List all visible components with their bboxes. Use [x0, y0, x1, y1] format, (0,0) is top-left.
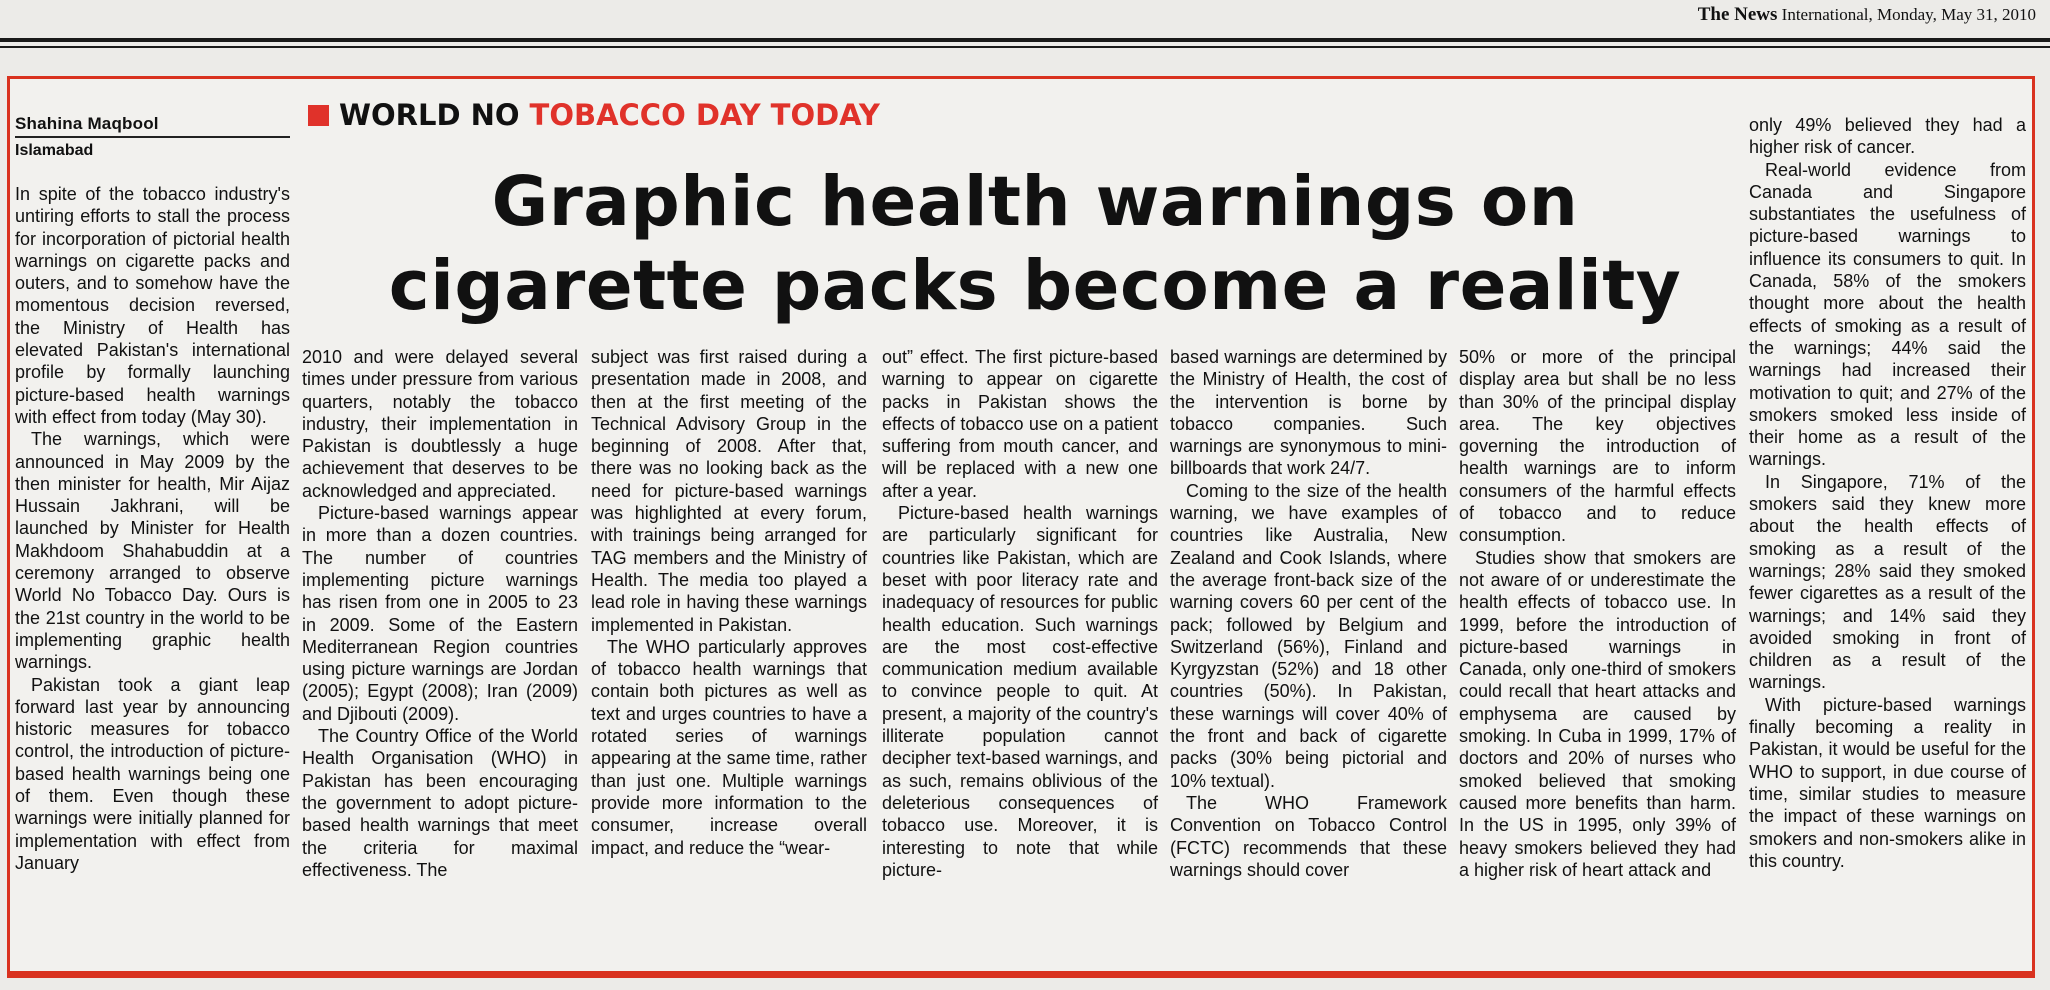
section-kicker: [308, 98, 880, 132]
kicker-text-red: TOBACCO DAY TODAY: [529, 98, 880, 132]
column-paragraph: In spite of the tobacco industry's untiring efforts to stall the process for incorporation of pictorial health warnings on cigarette packs and outers, and to somehow have the momentous decision reversed, the Ministry of Health has elevated Pakistan's international profile by formally launching picture-based health warnings with effect from today (May 30).: [15, 184, 290, 427]
column-paragraph: With picture-based warnings finally becoming a reality in Pakistan, it would be useful for the WHO to support, in due course of time, similar studies to measure the impact of these warnings on smokers and non-smokers alike in this country.: [1749, 694, 2026, 871]
column-paragraph: Coming to the size of the health warning, we have examples of countries like Australia, New Zealand and Cook Islands, where the average front-back size of the warning covers 60 per cent of the pack; followed by Belgium and Switzerland (56%), Finland and Kyrgyzstan (52%) and 18 other countries (50%). In Pakistan, these warnings will cover 40% of the front and back of cigarette packs (30% being pictorial and 10% textual).: [1170, 480, 1447, 791]
kicker-square-icon: [308, 105, 329, 126]
column-paragraph: The WHO Framework Convention on Tobacco Control (FCTC) recommends that these warnings should cover: [1170, 792, 1447, 880]
article-column-6: [1459, 346, 1736, 881]
bottom-rule: [7, 974, 2035, 978]
column-paragraph: only 49% believed they had a higher risk of cancer.: [1749, 115, 2026, 158]
masthead-paper-name: The News: [1697, 4, 1778, 25]
column-paragraph: Pakistan took a giant leap forward last year by announcing historic measures for tobacco control, the introduction of picture-based health warnings being one of them. Even though these warnings were initially planned for implementation with effect from January: [15, 674, 290, 873]
top-rule-thin: [0, 46, 2050, 48]
top-rule-thick: [0, 38, 2050, 42]
column-paragraph: out” effect. The first picture-based warning to appear on cigarette packs in Pakistan shows the effects of tobacco use on a patient suffering from mouth cancer, and will be replaced with a new one after a year.: [882, 347, 1158, 501]
article-column-4: [882, 346, 1158, 881]
column-paragraph: The warnings, which were announced in May 2009 by the then minister for health, Mir Aijaz Hussain Jakhrani, will be launched by Minister for Health Makhdoom Shahabuddin at a ceremony arranged to observe World No Tobacco Day. Ours is the 21st country in the world to be implementing graphic health warnings.: [15, 429, 290, 673]
column-paragraph: In Singapore, 71% of the smokers said they knew more about the health effects of smoking as a result of the warnings; 28% said they smoked fewer cigarettes as a result of the warnings; and 14% said they avoided smoking in front of children as a result of the warnings.: [1749, 471, 2026, 693]
article-headline: Graphic health warnings on cigarette packs become a reality: [388, 162, 1682, 326]
column-paragraph: The Country Office of the World Health Organisation (WHO) in Pakistan has been encouraging the government to adopt picture-based health warnings that meet the criteria for maximal effectiveness. The: [302, 726, 578, 880]
column-paragraph: Picture-based health warnings are particularly significant for countries like Pakistan, which are beset with poor literacy rate and inadequacy of resources for public health education. Such warnings are the most cost-effective communication medium available to convince people to quit. At present, a majority of the country's illiterate population cannot decipher text-based warnings, and as such, remains oblivious of the deleterious consequences of tobacco use. Moreover, it is interesting to note that while picture-: [882, 503, 1158, 880]
article-column-1: [15, 183, 290, 874]
masthead: [1698, 4, 2036, 26]
article-column-7: [1749, 114, 2026, 872]
column-paragraph: 2010 and were delayed several times under pressure from various quarters, notably the tobacco industry, their implementation in Pakistan is doubtlessly a huge achievement that deserves to be acknowledged and appreciated.: [302, 347, 578, 501]
column-paragraph: based warnings are determined by the Ministry of Health, the cost of the intervention is borne by tobacco companies. Such warnings are synonymous to mini-billboards that work 24/7.: [1170, 347, 1447, 479]
column-paragraph: Picture-based warnings appear in more than a dozen countries. The number of countries implementing picture warnings has risen from one in 2005 to 23 in 2009. Some of the Eastern Mediterranean Region countries using picture warnings are Jordan (2005); Egypt (2008); Iran (2009) and Djibouti (2009).: [302, 503, 578, 724]
column-paragraph: subject was first raised during a presentation made in 2008, and then at the first meeting of the Technical Advisory Group in the beginning of 2008. After that, there was no looking back as the need for picture-based warnings was highlighted at every forum, with trainings being arranged for TAG members and the Ministry of Health. The media too played a lead role in having these warnings implemented in Pakistan.: [591, 347, 867, 635]
column-paragraph: Real-world evidence from Canada and Singapore substantiates the usefulness of picture-based warnings to influence its consumers to quit. In Canada, 58% of the smokers thought more about the health effects of smoking as a result of the warnings; 44% said the warnings had increased their motivation to quit; and 27% of the smokers smoked less inside of their home as a result of the warnings.: [1749, 159, 2026, 470]
column-paragraph: Studies show that smokers are not aware of or underestimate the health effects of tobacco use. In 1999, before the introduction of picture-based warnings in Canada, only one-third of smokers could recall that heart attacks and emphysema are caused by smoking. In Cuba in 1999, 17% of doctors and 20% of nurses who smoked believed that smoking caused more benefits than harm. In the US in 1995, only 39% of heavy smokers believed they had a higher risk of heart attack and: [1459, 547, 1736, 880]
article-column-3: [591, 346, 867, 859]
article-column-2: [302, 346, 578, 881]
masthead-edition-date: International, Monday, May 31, 2010: [1777, 5, 2036, 24]
column-paragraph: The WHO particularly approves of tobacco health warnings that contain both pictures as well as text and urges countries to have a rotated series of warnings appearing at the same time, rather than just one. Multiple warnings provide more information to the consumer, increase overall impact, and reduce the “wear-: [591, 636, 867, 858]
byline-dateline: Islamabad: [15, 142, 94, 159]
column-paragraph: 50% or more of the principal display area but shall be no less than 30% of the principal display area. The key objectives governing the introduction of health warnings are to inform consumers of the harmful effects of tobacco and to reduce consumption.: [1459, 347, 1736, 546]
kicker-text-black: WORLD NO: [339, 98, 520, 132]
byline-rule: [15, 136, 290, 138]
byline-author: Shahina Maqbool: [15, 114, 159, 133]
article-column-5: [1170, 346, 1447, 881]
